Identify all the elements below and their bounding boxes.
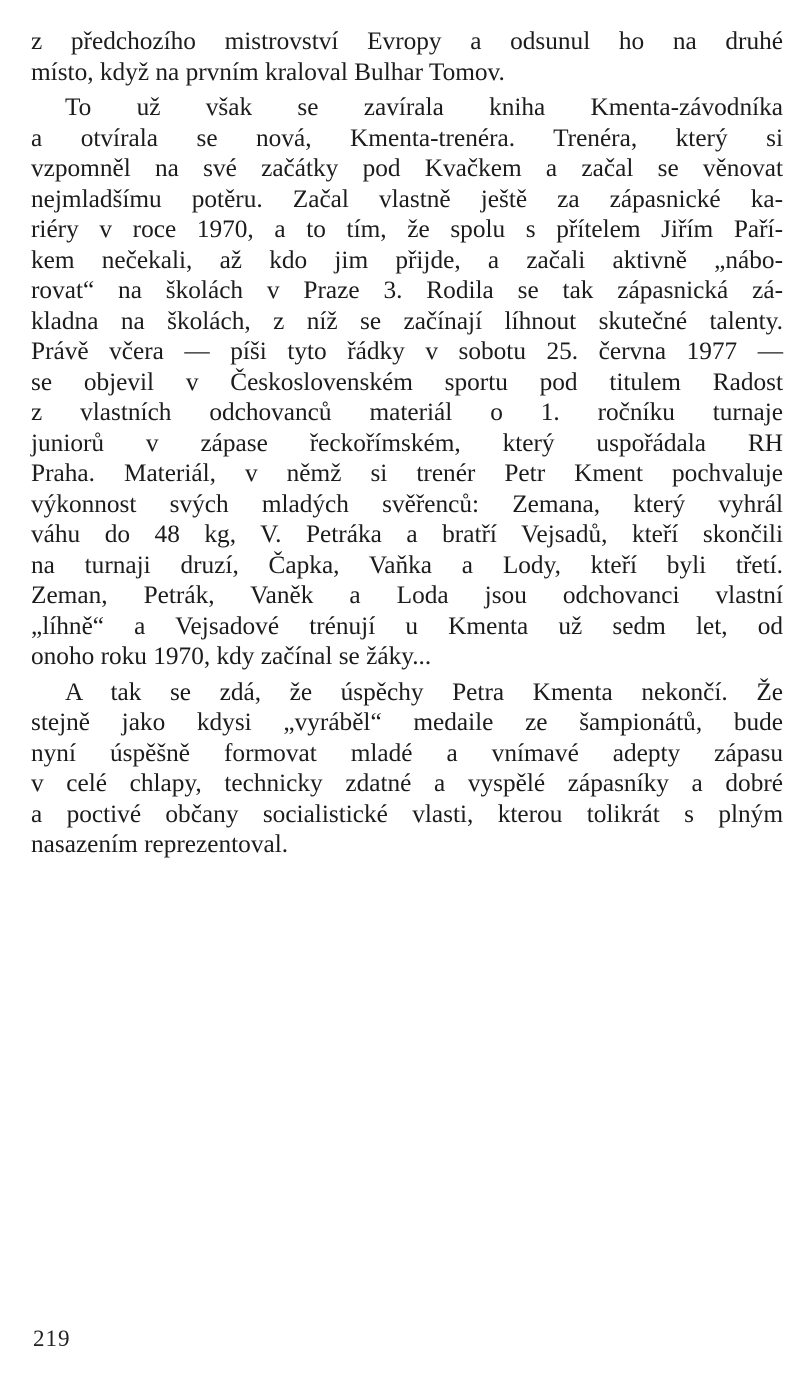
text-line: A tak se zdá, že úspěchy Petra Kmenta nekončí. Že <box>65 677 783 706</box>
page-number: 219 <box>33 1326 71 1351</box>
paragraph-1 <box>31 26 783 87</box>
text-line: z předchozího mistrovství Evropy a odsunul ho na druhé <box>31 27 783 55</box>
text-line: váhu do 48 kg, V. Petráka a bratří Vejsadů, kteří skončili <box>31 520 783 548</box>
text-line: kem nečekali, až kdo jim přijde, a začali aktivně „nábo- <box>31 245 783 274</box>
paragraph-3 <box>31 677 783 860</box>
text-line: a otvírala se nová, Kmenta-trenéra. Trenéra, který si <box>31 123 783 152</box>
text-line: vzpomněl na své začátky pod Kvačkem a začal se věnovat <box>31 154 783 182</box>
text-line: a poctivé občany socialistické vlasti, kterou tolikrát s plným <box>31 799 783 828</box>
text-line: místo, když na prvním kraloval Bulhar Tomov. <box>31 57 505 86</box>
text-line: výkonnost svých mladých svěřenců: Zemana, který vyhrál <box>31 489 783 518</box>
text-line: „líhně“ a Vejsadové trénují u Kmenta už sedm let, od <box>31 611 783 640</box>
text-line: nasazením reprezentoval. <box>31 830 289 858</box>
text-line: kladna na školách, z níž se začínají líhnout skutečné talenty. <box>31 306 783 335</box>
text-line: Právě včera — píši tyto řádky v sobotu 25. června 1977 — <box>31 337 783 365</box>
text-line: To už však se zavírala kniha Kmenta-závodníka <box>65 93 783 121</box>
text-line: v celé chlapy, technicky zdatné a vyspělé zápasníky a dobré <box>31 769 783 797</box>
text-line: na turnaji druzí, Čapka, Vaňka a Lody, kteří byli třetí. <box>31 550 783 579</box>
text-line: Praha. Materiál, v němž si trenér Petr Kment pochvaluje <box>31 459 783 487</box>
text-line: se objevil v Československém sportu pod titulem Radost <box>31 367 783 396</box>
text-line: z vlastních odchovanců materiál o 1. ročníku turnaje <box>31 398 783 426</box>
text-line: nejmladšímu potěru. Začal vlastně ještě za zápasnické ka- <box>31 184 783 213</box>
text-line: onoho roku 1970, kdy začínal se žáky... <box>31 642 432 670</box>
text-line: Zeman, Petrák, Vaněk a Loda jsou odchovanci vlastní <box>31 581 783 609</box>
body-text <box>31 26 783 860</box>
text-line: nyní úspěšně formovat mladé a vnímavé adepty zápasu <box>31 738 783 767</box>
paragraph-2 <box>31 92 783 672</box>
text-line: riéry v roce 1970, a to tím, že spolu s přítelem Jiřím Paří- <box>31 215 783 243</box>
text-line: rovat“ na školách v Praze 3. Rodila se tak zápasnická zá- <box>31 276 783 304</box>
text-line: juniorů v zápase řeckořímském, který uspořádala RH <box>31 428 783 457</box>
text-line: stejně jako kdysi „vyráběl“ medaile ze šampionátů, bude <box>31 708 783 736</box>
